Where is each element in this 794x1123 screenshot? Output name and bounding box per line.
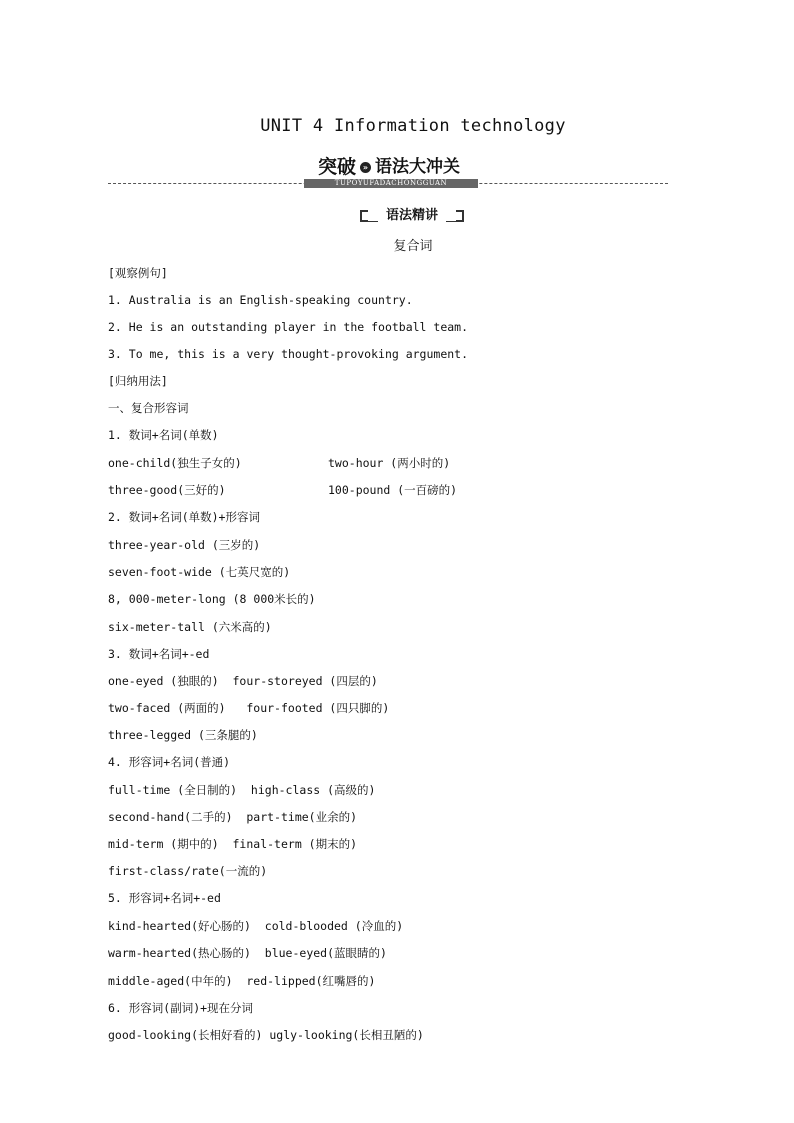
left-bracket-icon bbox=[360, 210, 368, 222]
arrow-icon: » bbox=[360, 162, 371, 173]
banner-title-part1: 突破 bbox=[317, 156, 356, 178]
banner-subtitle: TUPOYUFADACHONGGUAN bbox=[304, 179, 478, 188]
compound-example: three-legged (三条腿的) bbox=[108, 728, 258, 742]
example-sentence: 1. Australia is an English-speaking country. bbox=[108, 293, 413, 307]
compound-example: three-good(三好的) bbox=[108, 483, 226, 497]
subheading: 复合词 bbox=[393, 239, 433, 254]
compound-example: warm-hearted(热心肠的) blue-eyed(蓝眼睛的) bbox=[108, 946, 387, 960]
compound-example: six-meter-tall (六米高的) bbox=[108, 620, 272, 634]
section-banner bbox=[304, 156, 474, 190]
compound-example: two-faced (两面的) four-footed (四只脚的) bbox=[108, 701, 390, 715]
example-sentence: 3. To me, this is a very thought-provoking argument. bbox=[108, 347, 469, 361]
rule-heading: 2. 数词+名词(单数)+形容词 bbox=[108, 510, 260, 524]
rule-heading: 1. 数词+名词(单数) bbox=[108, 428, 219, 442]
section-banner-row bbox=[108, 156, 668, 192]
compound-example: kind-hearted(好心肠的) cold-blooded (冷血的) bbox=[108, 919, 404, 933]
rule-heading: 4. 形容词+名词(普通) bbox=[108, 755, 231, 769]
compound-example: second-hand(二手的) part-time(业余的) bbox=[108, 810, 358, 824]
usage-heading: [归纳用法] bbox=[108, 374, 168, 388]
banner-title bbox=[318, 156, 460, 178]
compound-example: one-eyed (独眼的) four-storeyed (四层的) bbox=[108, 674, 378, 688]
observe-heading: [观察例句] bbox=[108, 266, 168, 280]
compound-example: mid-term (期中的) final-term (期末的) bbox=[108, 837, 358, 851]
rule-heading: 3. 数词+名词+-ed bbox=[108, 647, 210, 661]
compound-example: one-child(独生子女的) bbox=[108, 456, 242, 470]
compound-example: two-hour (两小时的) bbox=[328, 456, 451, 470]
banner-title-part2: 语法大冲关 bbox=[375, 157, 460, 177]
compound-example: first-class/rate(一流的) bbox=[108, 864, 268, 878]
compound-example: good-looking(长相好看的) ugly-looking(长相丑陋的) bbox=[108, 1028, 424, 1042]
right-bracket-icon bbox=[456, 210, 464, 222]
unit-title: UNIT 4 Information technology bbox=[260, 116, 566, 136]
compound-example: 100-pound (一百磅的) bbox=[328, 483, 458, 497]
compound-example: 8, 000-meter-long (8 000米长的) bbox=[108, 592, 316, 606]
compound-example: full-time (全日制的) high-class (高级的) bbox=[108, 783, 376, 797]
compound-example: seven-foot-wide (七英尺宽的) bbox=[108, 565, 291, 579]
section-tag bbox=[360, 207, 464, 225]
compound-example: three-year-old (三岁的) bbox=[108, 538, 261, 552]
compound-example: middle-aged(中年的) red-lipped(红嘴唇的) bbox=[108, 974, 376, 988]
part-heading: 一、复合形容词 bbox=[108, 401, 189, 415]
rule-heading: 5. 形容词+名词+-ed bbox=[108, 891, 221, 905]
rule-heading: 6. 形容词(副词)+现在分词 bbox=[108, 1001, 254, 1015]
example-sentence: 2. He is an outstanding player in the football team. bbox=[108, 320, 469, 334]
section-tag-label: 语法精讲 bbox=[378, 207, 446, 225]
